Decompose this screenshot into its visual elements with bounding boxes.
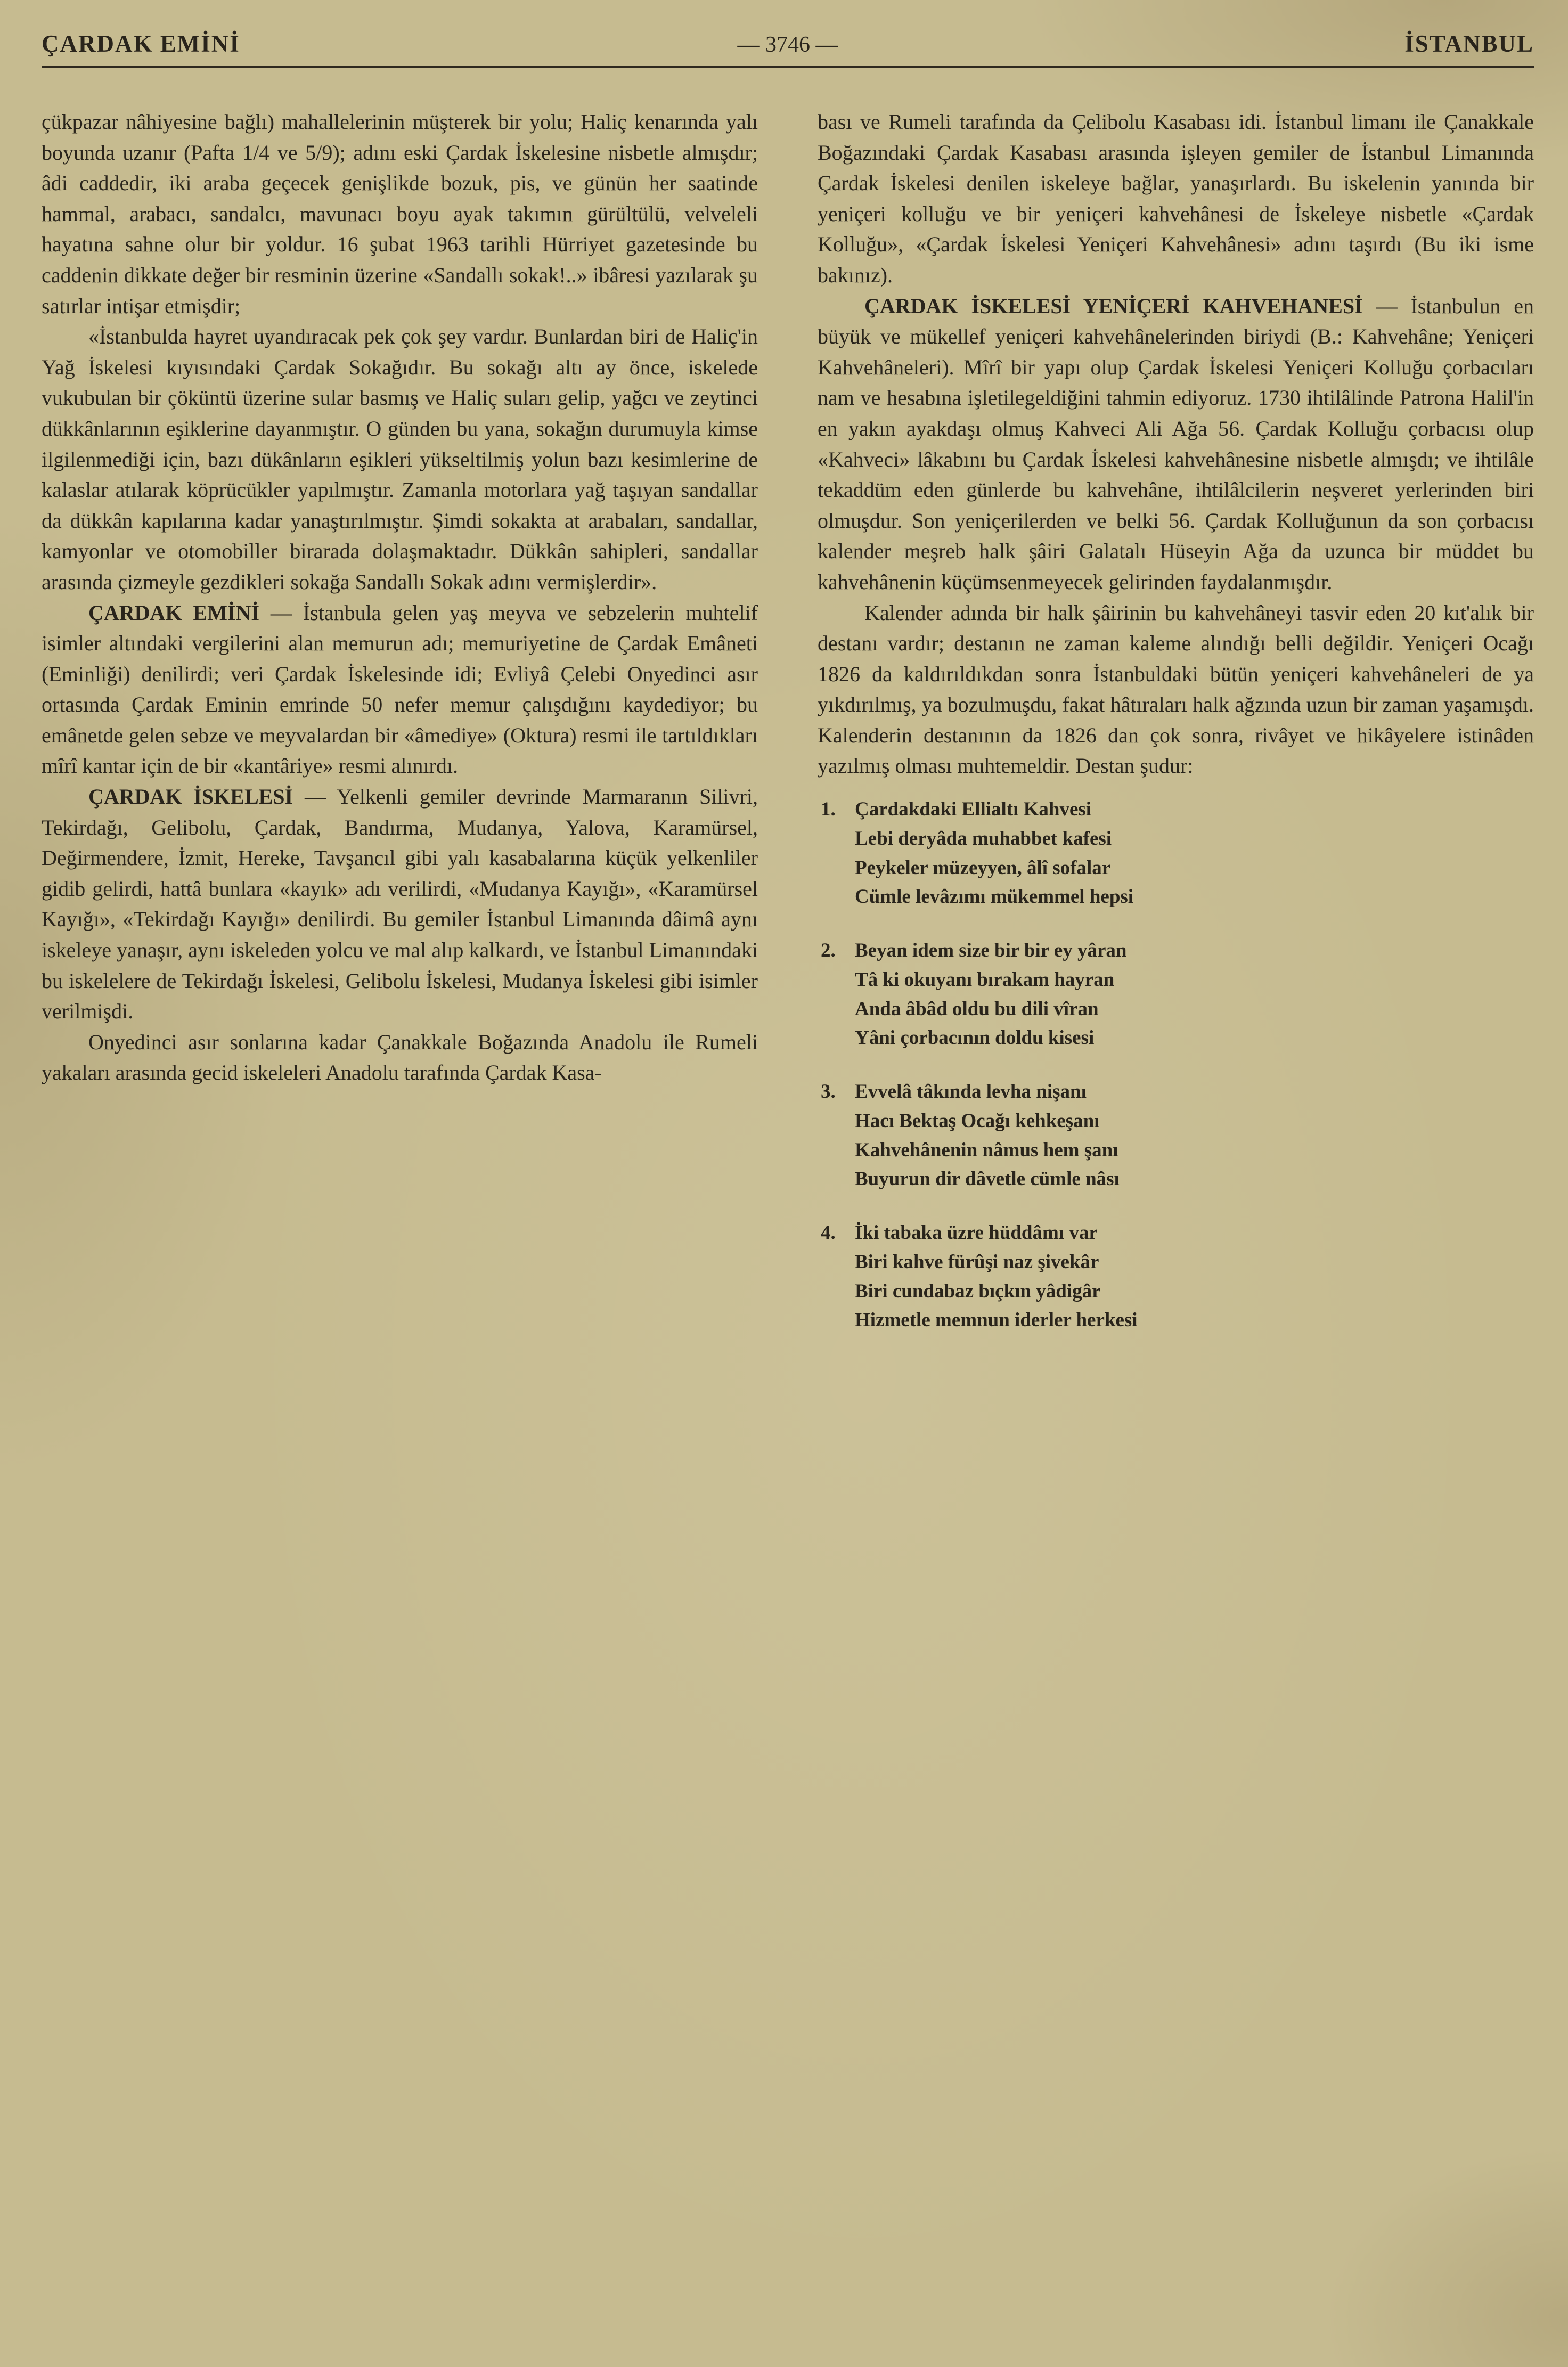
- verse-line: Hacı Bektaş Ocağı kehkeşanı: [855, 1109, 1100, 1132]
- verse-line: Cümle levâzımı mükemmel hepsi: [855, 886, 1134, 908]
- verse-number: 2.: [821, 940, 836, 962]
- verse-line: Hizmetle memnun iderler herkesi: [855, 1309, 1138, 1332]
- paragraph: «İstanbulda hayret uyandıracak pek çok şey vardır. Bunlardan biri de Haliç'in Yağ İskelesi kıyısındaki Çardak Sokağıdır. Bu sokağı altı ay önce, iskelede vukubulan bir çöküntü üzerine sular basmış ve Haliç suları gelip, yağcı ve zeytinci dükkânlarının eşiklerine dayanmıştır. O günden bu yana, sokağın durumuyla kimse ilgilenmediği için, bazı dükânların eşikleri yükseltilmiş yolun bazı kesimlerine de kalaslar atılarak köprücükler yapılmıştır. Zamanla motorlara yağ taşıyan sandallar da dükkân kapılarına kadar yanaştırılmıştır. Şimdi sokakta at arabaları, sandallar, kamyonlar ve otomobiller birarada dolaşmaktadır. Dükkân sahipleri, sandallar arasında çizmeyle gezdikleri sokağa Sandallı Sokak adını vermişlerdir».: [42, 324, 758, 594]
- verse-stanza: [821, 795, 1534, 912]
- verse-line: Biri kahve fürûşi naz şivekâr: [855, 1251, 1099, 1273]
- right-column: [818, 107, 1534, 1360]
- entry-heading: ÇARDAK İSKELESİ: [88, 785, 293, 809]
- entry-paragraph: ÇARDAK İSKELESİ — Yelkenli gemiler devrinde Marmaranın Silivri, Tekirdağı, Gelibolu, Çardak, Bandırma, Mudanya, Yalova, Karamürsel, Değirmendere, İzmit, Hereke, Tavşancıl gibi yalı kasabalarına küçük yelkenliler gidib gelirdi, hattâ bunlara «kayık» adı verilirdi, «Mudanya Kayığı», «Karamürsel Kayığı», «Tekirdağı Kayığı» denilirdi. Bu gemiler İstanbul Limanında dâimâ aynı iskeleye yanaşır, aynı iskeleden yolcu ve mal alıp kalkardı, ve İstanbul Limanındaki bu iskelelere de Tekirdağı İskelesi, Gelibolu İskelesi, Mudanya İskelesi gibi isimler verilmişdi.: [42, 785, 758, 1024]
- verse-line: Biri cundabaz bıçkın yâdigâr: [855, 1280, 1101, 1302]
- verse-number: 4.: [821, 1222, 836, 1244]
- paragraph: Kalender adında bir halk şâirinin bu kahvehâneyi tasvir eden 20 kıt'alık bir destanı vardır; destanın ne zaman kaleme alındığı belli değildir. Yeniçeri Ocağı 1826 da kaldırıldıkdan sonra İstanbuldaki bütün yeniçeri kahvehâneleri de ya yıkdırılmış, ya bozulmuşdu, fakat hâtıraları halk ağzında uzun bir zaman yaşamışdı. Kalenderin destanının da 1826 dan çok sonra, rivâyet ve hikâyelere istinâden yazılmış olması muhtemeldir. Destan şudur:: [818, 600, 1534, 778]
- verse-line: Lebi deryâda muhabbet kafesi: [855, 827, 1112, 850]
- verse-line: Beyan idem size bir bir ey yâran: [855, 940, 1127, 962]
- verse-lines: [855, 936, 1534, 1053]
- verse-lines: [855, 795, 1534, 912]
- header-rule: [42, 66, 1534, 68]
- verse-number: 1.: [821, 798, 836, 821]
- paragraph: bası ve Rumeli tarafında da Çelibolu Kasabası idi. İstanbul limanı ile Çanakkale Boğazındaki Çardak Kasabası arasında işleyen gemiler de İstanbul Limanında Çardak İskelesi denilen iskeleye bağlar, yanaşırlardı. Bu iskelenin yanında bir yeniçeri kolluğu ve bir yeniçeri kahvehânesi de İskeleye nisbetle «Çardak Kolluğu», «Çardak İskelesi Yeniçeri Kahvehânesi» adını taşırdı (Bu iki isme bakınız).: [818, 110, 1534, 287]
- running-title-right: İSTANBUL: [1404, 30, 1534, 57]
- verse-lines: [855, 1219, 1534, 1335]
- entry-heading: ÇARDAK İSKELESİ YENİÇERİ KAHVEHANESİ: [864, 293, 1363, 318]
- verse-stanza: [821, 936, 1534, 1053]
- running-title-left: ÇARDAK EMİNİ: [42, 30, 240, 57]
- entry-paragraph: ÇARDAK İSKELESİ YENİÇERİ KAHVEHANESİ — İstanbulun en büyük ve mükellef yeniçeri kahvehânelerinden biriydi (B.: Kahvehâne; Yeniçeri Kahvehâneleri). Mîrî bir yapı olup Çardak İskelesi Yeniçeri Kolluğu çorbacıları nam ve hesabına işletilegeldiğini tahmin ediyoruz. 1730 ihtilâlinde Patrona Halil'in en yakın ayakdaşı olmuş Kahveci Ali Ağa 56. Çardak Kolluğu çorbacısı olup «Kahveci» lâkabını bu Çardak İskelesi kahvehânesine nisbetle almışdı; ve ihtilâle tekaddüm eden günlerde bu kahvehâne, ihtilâlcilerin neşveret yerlerinden biri olmuşdur. Son yeniçerilerden ve belki 56. Çardak Kolluğunun da son çorbacısı kalender meşreb halk şâiri Galatalı Hüseyin Ağa da uzunca bir müddet bu kahvehânenin küçümsenmeyecek gelirinden faydalanmışdır.: [818, 293, 1534, 594]
- paragraph: çükpazar nâhiyesine bağlı) mahallelerinin müşterek bir yolu; Haliç kenarında yalı boyunda uzanır (Pafta 1/4 ve 5/9); adını eski Çardak İskelesine nisbetle almışdır; âdi caddedir, iki araba geçecek genişlikde bozuk, pis, ve günün her saatinde hammal, arabacı, sandalcı, mavunacı boyu ayak takımın gürültülü, velveleli hayatına sahne olur bir yoldur. 16 şubat 1963 tarihli Hürriyet gazetesinde bu caddenin dikkate değer bir resminin üzerine «Sandallı sokak!..» ibâresi yazılarak şu satırlar intişar etmişdir;: [42, 110, 758, 318]
- verse-line: İki tabaka üzre hüddâmı var: [855, 1222, 1098, 1244]
- verse-lines: [855, 1078, 1534, 1194]
- verse-line: Kahvehânenin nâmus hem şanı: [855, 1139, 1118, 1161]
- verse-line: Buyurun dir dâvetle cümle nâsı: [855, 1168, 1120, 1190]
- paragraph: Onyedinci asır sonlarına kadar Çanakkale Boğazında Anadolu ile Rumeli yakaları arasında gecid iskeleleri Anadolu tarafında Çardak Kasa-: [42, 1030, 758, 1085]
- text-columns: [42, 107, 1534, 1360]
- page-header: [42, 30, 1534, 58]
- verse-stanza: [821, 1078, 1534, 1194]
- left-column: [42, 107, 758, 1360]
- page-number: — 3746 —: [737, 32, 838, 57]
- entry-paragraph: ÇARDAK EMİNİ — İstanbula gelen yaş meyva ve sebzelerin muhtelif isimler altındaki vergilerini alan memurun adı; memuriyetine de Çardak Emâneti (Eminliği) denilirdi; veri Çardak İskelesinde idi; Evliyâ Çelebi Onyedinci asır ortasında Çardak Eminin emrinde 50 nefer memur çalışdığını kaydediyor; bu emânetde gelen sebze ve meyvalardan bir «âmediye» (Oktura) resmi ile tartıldıkları mîrî kantar için de bir «kantâriye» resmi alınırdı.: [42, 600, 758, 778]
- verse-line: Yâni çorbacının doldu kisesi: [855, 1027, 1095, 1049]
- verse-line: Peykeler müzeyyen, âlî sofalar: [855, 856, 1111, 879]
- verse-line: Çardakdaki Ellialtı Kahvesi: [855, 798, 1092, 821]
- verse-number: 3.: [821, 1081, 836, 1103]
- verse-line: Evvelâ tâkında levha nişanı: [855, 1081, 1087, 1103]
- verse-line: Anda âbâd oldu bu dili vîran: [855, 998, 1099, 1020]
- verse-line: Tâ ki okuyanı bırakam hayran: [855, 968, 1115, 991]
- entry-heading: ÇARDAK EMİNİ: [88, 600, 259, 625]
- verse-stanza: [821, 1219, 1534, 1335]
